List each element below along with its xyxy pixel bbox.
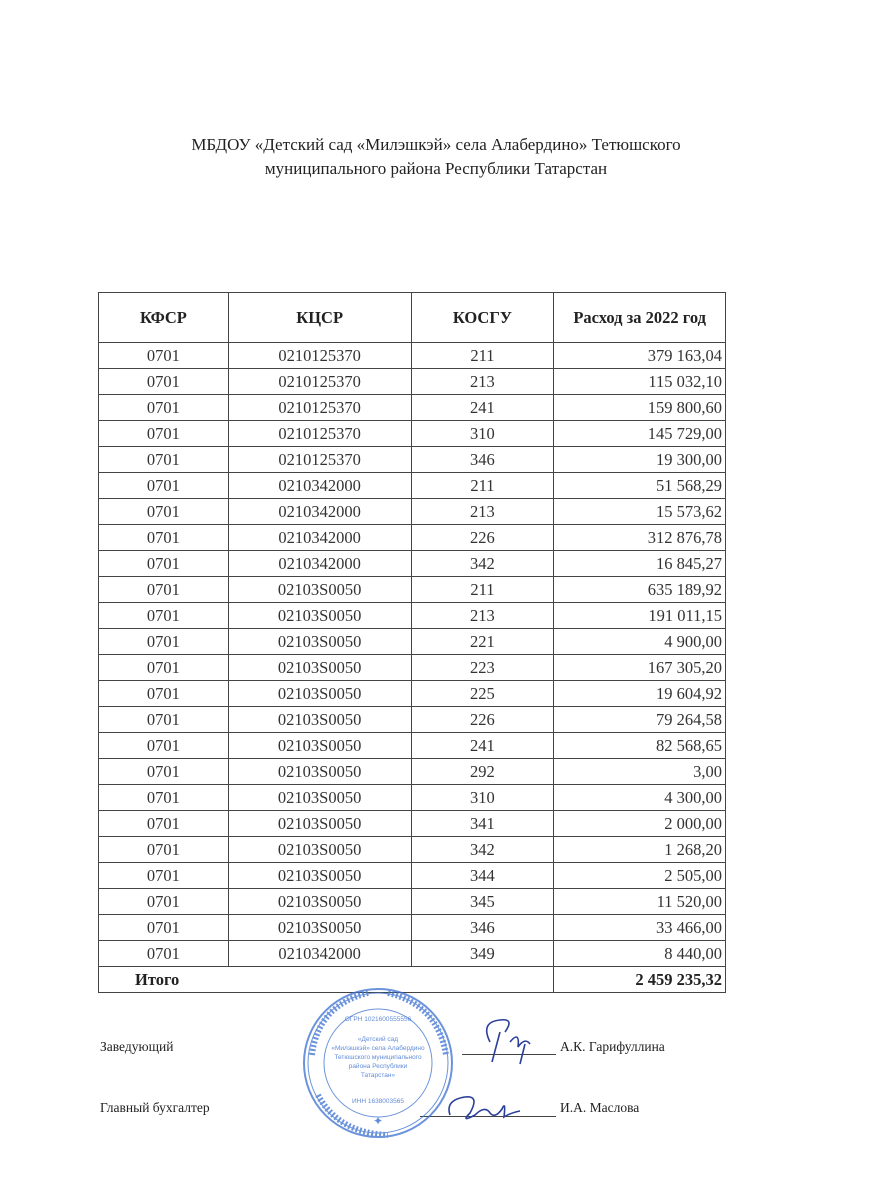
- table-row: [99, 941, 726, 967]
- cell-expense: 3,00: [554, 759, 726, 785]
- cell-expense: 115 032,10: [554, 369, 726, 395]
- cell-expense: 51 568,29: [554, 473, 726, 499]
- cell-kosgu: 344: [411, 863, 554, 889]
- cell-expense: 312 876,78: [554, 525, 726, 551]
- cell-kcsr: 02103S0050: [228, 681, 411, 707]
- cell-kosgu: 225: [411, 681, 554, 707]
- table-row: [99, 811, 726, 837]
- cell-kcsr: 0210125370: [228, 421, 411, 447]
- table-row: [99, 421, 726, 447]
- cell-kcsr: 0210342000: [228, 941, 411, 967]
- svg-text:Татарстан»: Татарстан»: [360, 1072, 396, 1079]
- table-header-row: [99, 293, 726, 343]
- cell-kfsr: 0701: [99, 525, 229, 551]
- cell-kcsr: 0210125370: [228, 395, 411, 421]
- table-row: [99, 707, 726, 733]
- cell-expense: 191 011,15: [554, 603, 726, 629]
- cell-kfsr: 0701: [99, 837, 229, 863]
- cell-kfsr: 0701: [99, 369, 229, 395]
- header-kfsr: КФСР: [99, 293, 229, 343]
- cell-kcsr: 02103S0050: [228, 577, 411, 603]
- table-row: [99, 863, 726, 889]
- cell-kcsr: 02103S0050: [228, 655, 411, 681]
- cell-kcsr: 0210342000: [228, 551, 411, 577]
- cell-kfsr: 0701: [99, 577, 229, 603]
- head-signature: [470, 1012, 560, 1067]
- cell-kcsr: 02103S0050: [228, 785, 411, 811]
- cell-kosgu: 211: [411, 473, 554, 499]
- cell-expense: 8 440,00: [554, 941, 726, 967]
- head-title: Заведующий: [100, 1039, 174, 1054]
- table-row: [99, 499, 726, 525]
- table-row: [99, 395, 726, 421]
- cell-kcsr: 02103S0050: [228, 707, 411, 733]
- cell-kfsr: 0701: [99, 473, 229, 499]
- cell-kfsr: 0701: [99, 941, 229, 967]
- cell-kosgu: 211: [411, 577, 554, 603]
- cell-kosgu: 342: [411, 551, 554, 577]
- cell-kfsr: 0701: [99, 681, 229, 707]
- cell-expense: 16 845,27: [554, 551, 726, 577]
- cell-kfsr: 0701: [99, 343, 229, 369]
- cell-kosgu: 213: [411, 369, 554, 395]
- cell-kosgu: 213: [411, 603, 554, 629]
- cell-kosgu: 226: [411, 707, 554, 733]
- cell-kosgu: 221: [411, 629, 554, 655]
- expense-table: [98, 292, 726, 993]
- cell-kosgu: 346: [411, 915, 554, 941]
- cell-expense: 82 568,65: [554, 733, 726, 759]
- document-title: [0, 133, 872, 181]
- cell-kcsr: 02103S0050: [228, 837, 411, 863]
- cell-expense: 2 000,00: [554, 811, 726, 837]
- cell-expense: 79 264,58: [554, 707, 726, 733]
- cell-expense: 4 300,00: [554, 785, 726, 811]
- cell-expense: 11 520,00: [554, 889, 726, 915]
- cell-kosgu: 310: [411, 421, 554, 447]
- cell-kosgu: 342: [411, 837, 554, 863]
- cell-kcsr: 02103S0050: [228, 733, 411, 759]
- cell-expense: 15 573,62: [554, 499, 726, 525]
- total-value: 2 459 235,32: [554, 967, 726, 993]
- cell-kcsr: 02103S0050: [228, 863, 411, 889]
- svg-text:ОГРН 1021600555556: ОГРН 1021600555556: [344, 1016, 412, 1023]
- header-kosgu: КОСГУ: [411, 293, 554, 343]
- cell-expense: 167 305,20: [554, 655, 726, 681]
- table-row: [99, 759, 726, 785]
- head-name: А.К. Гарифуллина: [560, 1039, 665, 1054]
- cell-kcsr: 0210125370: [228, 447, 411, 473]
- table-row: [99, 785, 726, 811]
- svg-text:✦: ✦: [372, 1114, 384, 1128]
- cell-expense: 379 163,04: [554, 343, 726, 369]
- table-row: [99, 551, 726, 577]
- cell-kfsr: 0701: [99, 915, 229, 941]
- cell-kfsr: 0701: [99, 551, 229, 577]
- cell-expense: 159 800,60: [554, 395, 726, 421]
- cell-kcsr: 0210342000: [228, 473, 411, 499]
- accountant-name: И.А. Маслова: [560, 1100, 640, 1115]
- total-label: Итого: [99, 967, 554, 993]
- accountant-signature: [440, 1085, 560, 1130]
- svg-text:района Республики: района Республики: [348, 1063, 408, 1070]
- cell-kfsr: 0701: [99, 811, 229, 837]
- cell-kosgu: 223: [411, 655, 554, 681]
- cell-kcsr: 0210342000: [228, 499, 411, 525]
- cell-expense: 1 268,20: [554, 837, 726, 863]
- header-expense: Расход за 2022 год: [554, 293, 726, 343]
- cell-expense: 2 505,00: [554, 863, 726, 889]
- cell-kfsr: 0701: [99, 785, 229, 811]
- table-row: [99, 525, 726, 551]
- title-line-1: МБДОУ «Детский сад «Милэшкэй» села Алабердино» Тетюшского: [191, 135, 681, 154]
- cell-kfsr: 0701: [99, 629, 229, 655]
- cell-kfsr: 0701: [99, 603, 229, 629]
- cell-kosgu: 345: [411, 889, 554, 915]
- cell-kfsr: 0701: [99, 863, 229, 889]
- cell-expense: 33 466,00: [554, 915, 726, 941]
- title-line-2: муниципального района Республики Татарстан: [264, 159, 608, 178]
- table-row: [99, 837, 726, 863]
- cell-kcsr: 0210125370: [228, 343, 411, 369]
- cell-kfsr: 0701: [99, 655, 229, 681]
- cell-kosgu: 241: [411, 733, 554, 759]
- cell-kcsr: 02103S0050: [228, 915, 411, 941]
- cell-kosgu: 346: [411, 447, 554, 473]
- table-row: [99, 473, 726, 499]
- cell-kfsr: 0701: [99, 759, 229, 785]
- cell-kosgu: 349: [411, 941, 554, 967]
- cell-kfsr: 0701: [99, 447, 229, 473]
- cell-kfsr: 0701: [99, 889, 229, 915]
- cell-kosgu: 292: [411, 759, 554, 785]
- cell-kcsr: 0210342000: [228, 525, 411, 551]
- table-row: [99, 577, 726, 603]
- table-row: [99, 369, 726, 395]
- cell-kfsr: 0701: [99, 499, 229, 525]
- svg-text:Тетюшского муниципального: Тетюшского муниципального: [334, 1054, 422, 1061]
- cell-kcsr: 0210125370: [228, 369, 411, 395]
- cell-kfsr: 0701: [99, 421, 229, 447]
- cell-expense: 145 729,00: [554, 421, 726, 447]
- cell-kosgu: 213: [411, 499, 554, 525]
- cell-expense: 19 604,92: [554, 681, 726, 707]
- table-row: [99, 447, 726, 473]
- table-row: [99, 681, 726, 707]
- table-row: [99, 629, 726, 655]
- cell-kcsr: 02103S0050: [228, 603, 411, 629]
- cell-expense: 635 189,92: [554, 577, 726, 603]
- cell-kcsr: 02103S0050: [228, 759, 411, 785]
- table-row: [99, 343, 726, 369]
- accountant-title: Главный бухгалтер: [100, 1100, 210, 1115]
- cell-expense: 4 900,00: [554, 629, 726, 655]
- table-row: [99, 655, 726, 681]
- cell-kosgu: 310: [411, 785, 554, 811]
- header-kcsr: КЦСР: [228, 293, 411, 343]
- cell-kfsr: 0701: [99, 707, 229, 733]
- cell-kcsr: 02103S0050: [228, 811, 411, 837]
- svg-text:ИНН 1638003565: ИНН 1638003565: [351, 1098, 405, 1105]
- cell-kosgu: 341: [411, 811, 554, 837]
- cell-expense: 19 300,00: [554, 447, 726, 473]
- cell-kosgu: 241: [411, 395, 554, 421]
- cell-kosgu: 226: [411, 525, 554, 551]
- svg-text:«Детский сад: «Детский сад: [357, 1036, 399, 1043]
- cell-kcsr: 02103S0050: [228, 889, 411, 915]
- cell-kosgu: 211: [411, 343, 554, 369]
- table-row: [99, 603, 726, 629]
- table-row: [99, 915, 726, 941]
- cell-kcsr: 02103S0050: [228, 629, 411, 655]
- table-row: [99, 889, 726, 915]
- svg-text:«Милэшкэй» села Алабердино: «Милэшкэй» села Алабердино: [331, 1045, 425, 1052]
- cell-kfsr: 0701: [99, 395, 229, 421]
- cell-kfsr: 0701: [99, 733, 229, 759]
- table-row: [99, 733, 726, 759]
